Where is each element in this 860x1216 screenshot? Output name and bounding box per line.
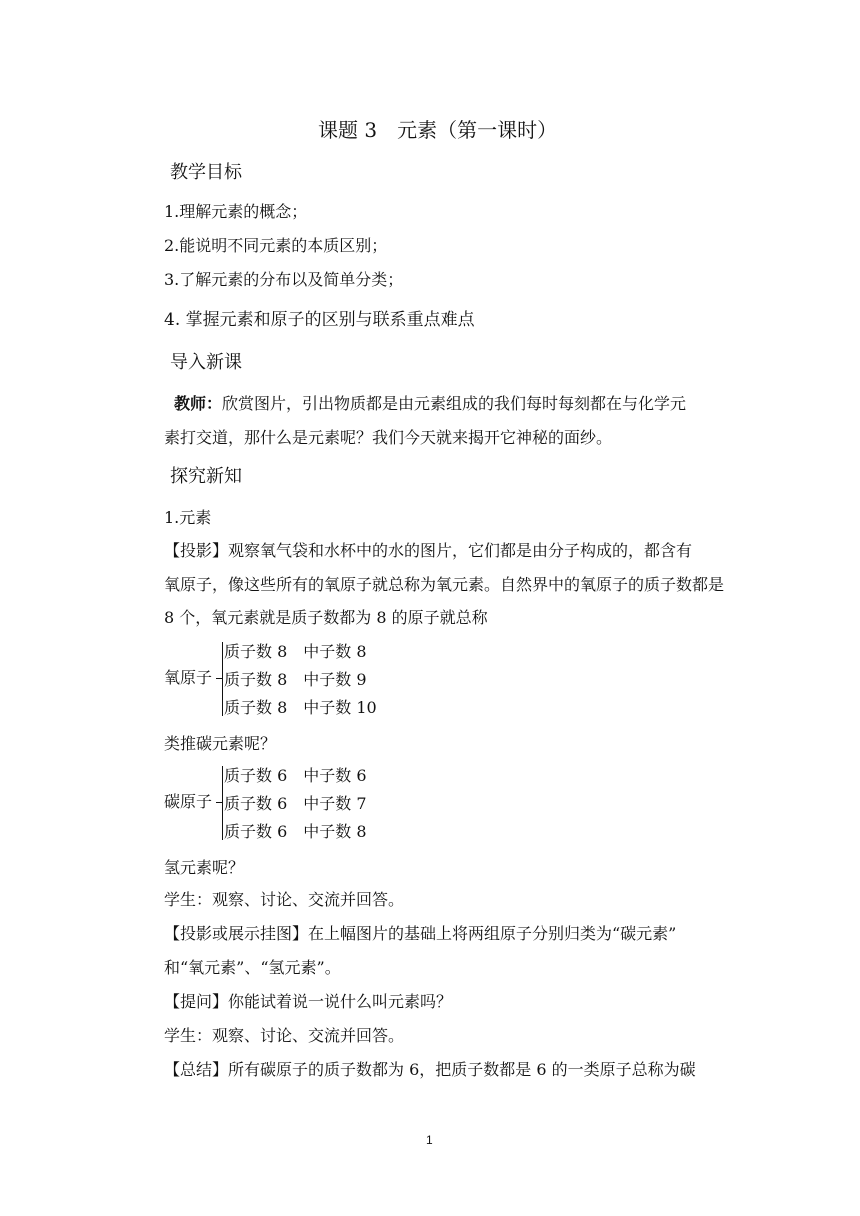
- oxygen-isotope-row: 质子数 8 中子数 10: [224, 698, 377, 717]
- oxygen-isotope-row: 质子数 8 中子数 9: [224, 670, 367, 689]
- projection-line: 【投影】观察氧气袋和水杯中的水的图片，它们都是由分子构成的，都含有: [164, 541, 693, 560]
- oxygen-isotope-row: 质子数 8 中子数 8: [224, 642, 367, 661]
- teacher-label: 教师：: [174, 394, 223, 413]
- intro-heading: 导入新课: [170, 352, 242, 373]
- question-line: 【提问】你能试着说一说什么叫元素吗？: [164, 992, 453, 1011]
- projection-line: 氧原子，像这些所有的氧原子就总称为氧元素。自然界中的氧原子的质子数都是: [164, 575, 725, 594]
- hydrogen-question: 氢元素呢？: [164, 858, 245, 877]
- carbon-isotope-row: 质子数 6 中子数 8: [224, 822, 367, 841]
- objective-item: 3.了解元素的分布以及简单分类；: [164, 270, 404, 289]
- carbon-isotope-row: 质子数 6 中子数 6: [224, 766, 367, 785]
- objective-item: 2.能说明不同元素的本质区别；: [164, 236, 388, 255]
- intro-line1-text: 欣赏图片，引出物质都是由元素组成的我们每时每刻都在与化学元: [222, 394, 687, 413]
- summary-line: 【总结】所有碳原子的质子数都为 6，把质子数都是 6 的一类原子总称为碳: [164, 1060, 696, 1079]
- element-item-heading: 1.元素: [164, 508, 212, 527]
- student-response: 学生：观察、讨论、交流并回答。: [164, 890, 405, 909]
- projection-line: 8 个，氧元素就是质子数都为 8 的原子就总称: [164, 608, 488, 627]
- objective-item: 4. 掌握元素和原子的区别与联系重点难点: [164, 310, 475, 330]
- intro-paragraph-line2: 素打交道，那什么是元素呢？我们今天就来揭开它神秘的面纱。: [164, 428, 613, 447]
- carbon-atom-label: 碳原子: [164, 792, 213, 811]
- intro-paragraph-line1: [174, 394, 686, 414]
- page-title: 课题 3 元素（第一课时）: [318, 118, 558, 142]
- objectives-heading: 教学目标: [170, 162, 242, 183]
- page-number: 1: [426, 1133, 433, 1147]
- oxygen-atom-label: 氧原子: [164, 668, 213, 687]
- display-line: 和“氧元素”、“氢元素”。: [164, 958, 341, 977]
- student-response: 学生：观察、讨论、交流并回答。: [164, 1026, 405, 1045]
- carbon-isotope-row: 质子数 6 中子数 7: [224, 794, 367, 813]
- carbon-question: 类推碳元素呢？: [164, 734, 277, 753]
- display-line: 【投影或展示挂图】在上幅图片的基础上将两组原子分别归类为“碳元素”: [164, 924, 677, 943]
- explore-heading: 探究新知: [170, 466, 242, 487]
- objective-item: 1.理解元素的概念；: [164, 202, 308, 221]
